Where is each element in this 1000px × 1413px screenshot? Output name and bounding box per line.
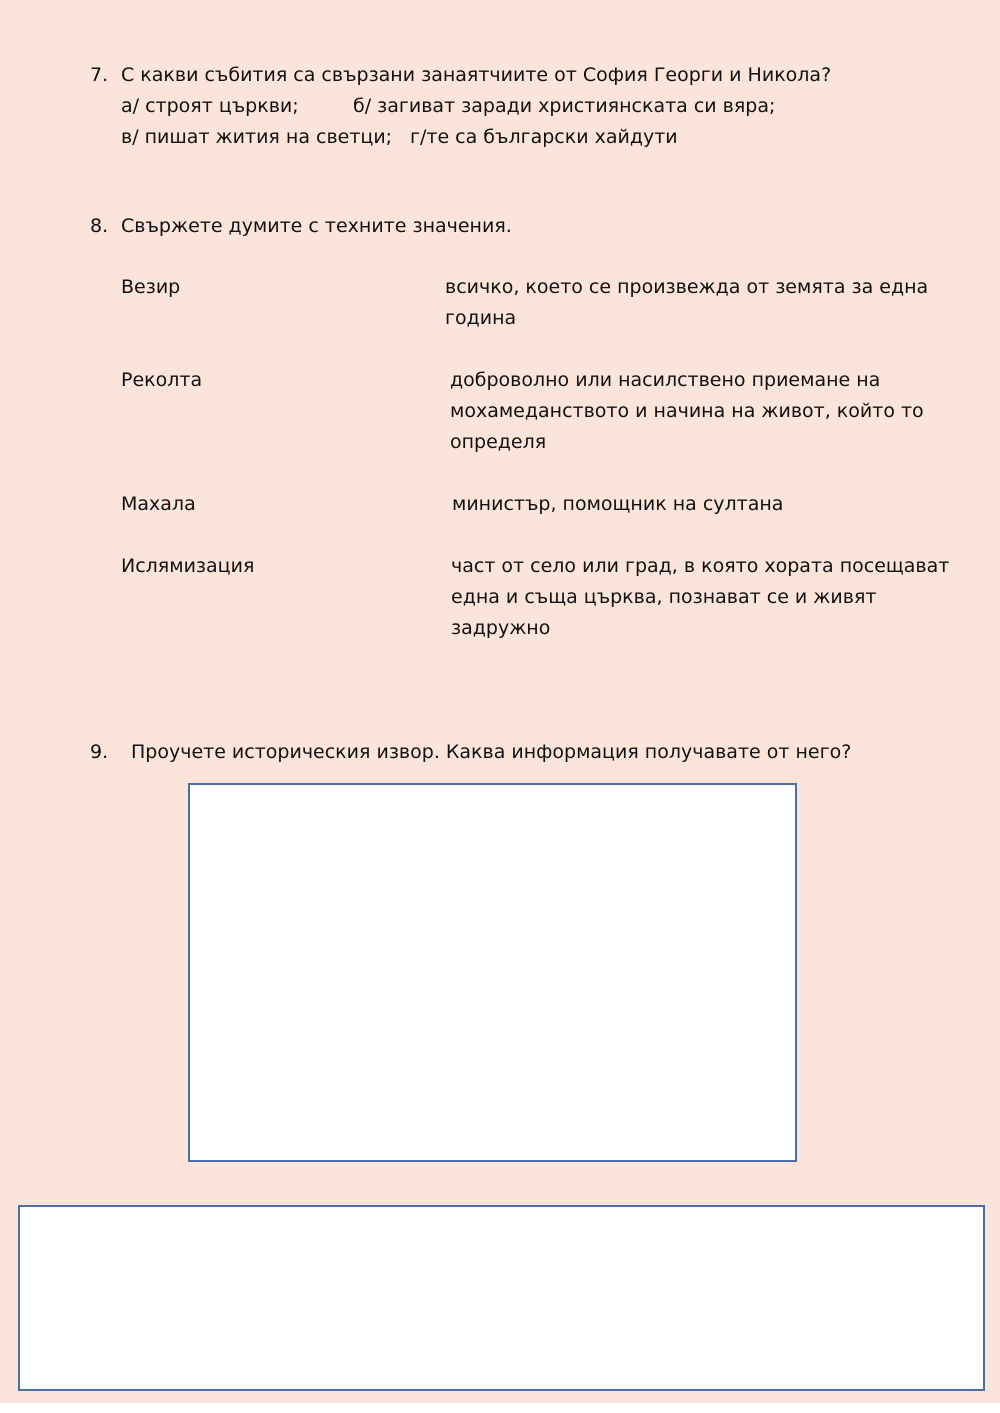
q9-number: 9. bbox=[90, 741, 109, 763]
q7-option-c[interactable]: в/ пишат жития на светци; bbox=[121, 126, 393, 148]
term-rekolta[interactable]: Реколта bbox=[121, 369, 203, 391]
q9-question: Проучете историческия извор. Каква информация получавате от него? bbox=[131, 741, 852, 763]
q7-number: 7. bbox=[90, 64, 109, 86]
definition-3[interactable]: министър, помощник на султана bbox=[452, 493, 784, 515]
definition-1[interactable]: всичко, което се произвежда от земята за една година bbox=[445, 276, 929, 329]
term-islamizatsia[interactable]: Ислямизация bbox=[121, 555, 255, 577]
q7-option-d[interactable]: г/те са български хайдути bbox=[410, 126, 678, 148]
q7-question: С какви събития са свързани занаятчиите от София Георги и Никола? bbox=[121, 64, 832, 86]
q8-question: Свържете думите с техните значения. bbox=[121, 215, 512, 237]
definition-2[interactable]: доброволно или насилствено приемане на мохамеданството и начина на живот, който то определя bbox=[450, 369, 924, 453]
q7-option-a[interactable]: а/ строят църкви; bbox=[121, 95, 299, 117]
q7-option-b[interactable]: б/ загиват заради християнската си вяра; bbox=[353, 95, 776, 117]
definition-4[interactable]: част от село или град, в която хората посещават една и съща църква, познават се и живят задружно bbox=[451, 555, 950, 639]
term-mahala[interactable]: Махала bbox=[121, 493, 196, 515]
answer-box[interactable] bbox=[18, 1205, 985, 1391]
term-vezir[interactable]: Везир bbox=[121, 276, 181, 298]
historical-source-image-box bbox=[188, 783, 797, 1162]
page-bottom-edge bbox=[0, 1403, 1000, 1413]
q8-number: 8. bbox=[90, 215, 109, 237]
